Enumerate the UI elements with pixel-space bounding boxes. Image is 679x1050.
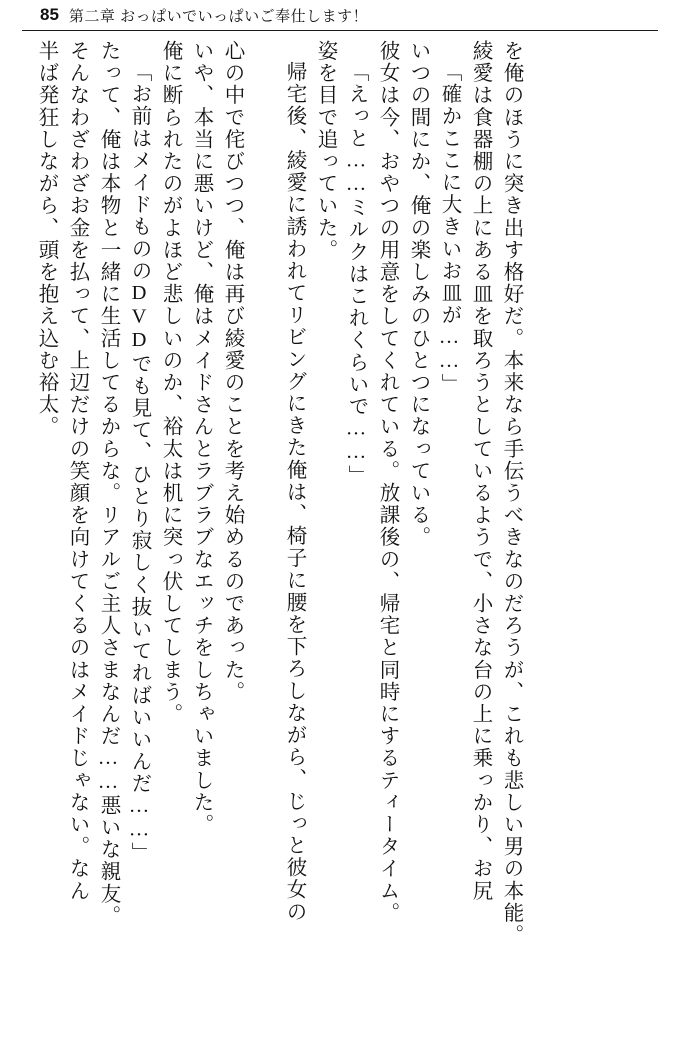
text-column: 「確かここに大きいお皿が……」 xyxy=(438,61,460,396)
text-column: いや、本当に悪いけど、俺はメイドさんとラブラブなエッチをしちゃいました。 xyxy=(190,40,212,836)
text-column: 半ば発狂しながら、頭を抱え込む裕太。 xyxy=(35,40,57,438)
text-column: 帰宅後、綾愛に誘われてリビングにきた俺は、椅子に腰を下ろしながら、じっと彼女の xyxy=(283,61,305,923)
text-column: たって、俺は本物と一緒に生活してるからな。リアルご主人さまなんだ……悪いな親友。 xyxy=(97,40,119,927)
text-column: 「お前はメイドもののDVDでも見て、ひとり寂しく抜いてればいいんだ……」 xyxy=(128,61,150,865)
body-text-columns xyxy=(25,40,655,1040)
page-number: 85 xyxy=(40,5,59,24)
text-column: 俺に断られたのがよほど悲しいのか、裕太は机に突っ伏してしまう。 xyxy=(159,40,181,726)
page-header xyxy=(0,0,679,30)
text-column xyxy=(242,40,273,1040)
header-divider xyxy=(22,30,658,31)
text-column: いつの間にか、俺の楽しみのひとつになっている。 xyxy=(407,40,429,549)
text-column: そんなわざわざお金を払って、上辺だけの笑顔を向けてくるのはメイドじゃない。なん xyxy=(66,40,88,902)
text-column: を俺のほうに突き出す格好だ。本来なら手伝うべきなのだろうが、これも悲しい男の本能。 xyxy=(500,40,522,947)
text-column: 彼女は今、おやつの用意をしてくれている。放課後の、帰宅と同時にするティータイム。 xyxy=(376,40,398,924)
text-column: 綾愛は食器棚の上にある皿を取ろうとしているようで、小さな台の上に乗っかり、お尻 xyxy=(469,40,491,902)
chapter-title: 第二章 おっぱいでいっぱいご奉仕します！ xyxy=(68,7,369,25)
text-column: 心の中で侘びつつ、俺は再び綾愛のことを考え始めるのであった。 xyxy=(221,40,243,703)
text-column: 姿を目で追っていた。 xyxy=(314,40,336,261)
text-column: 「えっと……ミルクはこれくらいで……」 xyxy=(345,61,367,487)
